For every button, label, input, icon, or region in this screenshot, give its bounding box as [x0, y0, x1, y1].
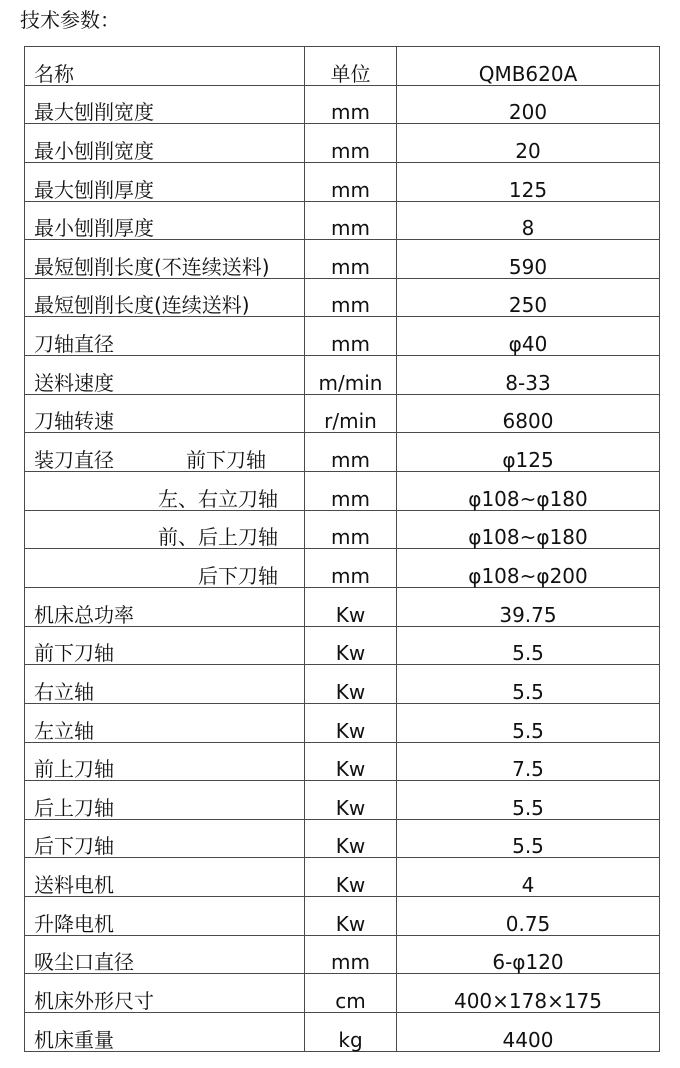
param-unit: mm — [305, 433, 397, 472]
param-unit: mm — [305, 86, 397, 125]
param-sublabel: 前下刀轴 — [186, 448, 266, 473]
param-unit: Kw — [305, 704, 397, 743]
param-value: 590 — [397, 240, 660, 279]
param-sublabel: 左、右立刀轴 — [25, 472, 305, 511]
param-unit: mm — [305, 124, 397, 163]
table-row — [25, 665, 660, 704]
param-value: 6800 — [397, 395, 660, 434]
spec-table — [24, 46, 660, 1052]
table-row — [25, 781, 660, 820]
table-row — [25, 317, 660, 356]
param-value: φ108~φ180 — [397, 511, 660, 550]
param-value: 0.75 — [397, 897, 660, 936]
param-value: 5.5 — [397, 820, 660, 859]
param-name: 送料速度 — [25, 356, 305, 395]
param-unit: mm — [305, 279, 397, 318]
param-unit: mm — [305, 936, 397, 975]
param-name: 吸尘口直径 — [25, 936, 305, 975]
table-row — [25, 433, 660, 472]
table-row — [25, 124, 660, 163]
table-row — [25, 588, 660, 627]
param-name: 装刀直径 — [34, 448, 114, 473]
param-unit: Kw — [305, 897, 397, 936]
param-unit: Kw — [305, 588, 397, 627]
param-name: 刀轴直径 — [25, 317, 305, 356]
param-name: 最小刨削宽度 — [25, 124, 305, 163]
table-row — [25, 820, 660, 859]
param-name: 后下刀轴 — [25, 820, 305, 859]
param-unit: mm — [305, 317, 397, 356]
param-value: φ125 — [397, 433, 660, 472]
param-unit: mm — [305, 202, 397, 241]
table-row — [25, 704, 660, 743]
param-value: 7.5 — [397, 743, 660, 782]
table-row — [25, 163, 660, 202]
param-value: 400×178×175 — [397, 974, 660, 1013]
param-value: 8 — [397, 202, 660, 241]
table-row — [25, 240, 660, 279]
param-name: 最大刨削宽度 — [25, 86, 305, 125]
table-row — [25, 549, 660, 588]
header-model: QMB620A — [397, 47, 660, 86]
param-value: 5.5 — [397, 627, 660, 666]
param-unit: mm — [305, 472, 397, 511]
param-unit: Kw — [305, 743, 397, 782]
param-value: 6-φ120 — [397, 936, 660, 975]
param-unit: Kw — [305, 665, 397, 704]
param-value: 39.75 — [397, 588, 660, 627]
param-value: φ40 — [397, 317, 660, 356]
param-unit: mm — [305, 511, 397, 550]
param-unit: Kw — [305, 820, 397, 859]
param-name: 最小刨削厚度 — [25, 202, 305, 241]
header-unit: 单位 — [305, 47, 397, 86]
param-name: 前上刀轴 — [25, 743, 305, 782]
param-name: 机床重量 — [25, 1013, 305, 1052]
param-unit: Kw — [305, 781, 397, 820]
table-row — [25, 974, 660, 1013]
param-value: φ108~φ200 — [397, 549, 660, 588]
param-name: 左立轴 — [25, 704, 305, 743]
param-name: 最短刨削长度(连续送料) — [25, 279, 305, 318]
param-unit: r/min — [305, 395, 397, 434]
table-row — [25, 86, 660, 125]
table-row — [25, 202, 660, 241]
param-value: 5.5 — [397, 665, 660, 704]
param-name: 刀轴转速 — [25, 395, 305, 434]
param-value: 8-33 — [397, 356, 660, 395]
param-unit: mm — [305, 163, 397, 202]
param-value: φ108~φ180 — [397, 472, 660, 511]
table-row — [25, 627, 660, 666]
param-value: 250 — [397, 279, 660, 318]
table-row — [25, 743, 660, 782]
header-name: 名称 — [25, 47, 305, 86]
param-name: 右立轴 — [25, 665, 305, 704]
param-value: 200 — [397, 86, 660, 125]
param-name: 后上刀轴 — [25, 781, 305, 820]
document-title: 技术参数： — [20, 8, 120, 32]
param-name: 升降电机 — [25, 897, 305, 936]
table-header-row — [25, 47, 660, 86]
table-row — [25, 511, 660, 550]
param-name-cell — [25, 433, 305, 472]
param-unit: kg — [305, 1013, 397, 1052]
param-value: 125 — [397, 163, 660, 202]
param-name: 最大刨削厚度 — [25, 163, 305, 202]
param-name: 最短刨削长度(不连续送料) — [25, 240, 305, 279]
param-name: 前下刀轴 — [25, 627, 305, 666]
table-row — [25, 472, 660, 511]
table-row — [25, 395, 660, 434]
param-name: 机床外形尺寸 — [25, 974, 305, 1013]
param-value: 5.5 — [397, 704, 660, 743]
param-unit: mm — [305, 549, 397, 588]
table-row — [25, 1013, 660, 1052]
param-unit: Kw — [305, 858, 397, 897]
param-value: 20 — [397, 124, 660, 163]
table-row — [25, 936, 660, 975]
param-value: 4400 — [397, 1013, 660, 1052]
param-name: 送料电机 — [25, 858, 305, 897]
param-value: 5.5 — [397, 781, 660, 820]
param-unit: mm — [305, 240, 397, 279]
param-unit: Kw — [305, 627, 397, 666]
param-name: 机床总功率 — [25, 588, 305, 627]
param-sublabel: 前、后上刀轴 — [25, 511, 305, 550]
table-row — [25, 858, 660, 897]
param-value: 4 — [397, 858, 660, 897]
param-sublabel: 后下刀轴 — [25, 549, 305, 588]
table-row — [25, 356, 660, 395]
param-unit: m/min — [305, 356, 397, 395]
param-unit: cm — [305, 974, 397, 1013]
table-row — [25, 279, 660, 318]
table-row — [25, 897, 660, 936]
